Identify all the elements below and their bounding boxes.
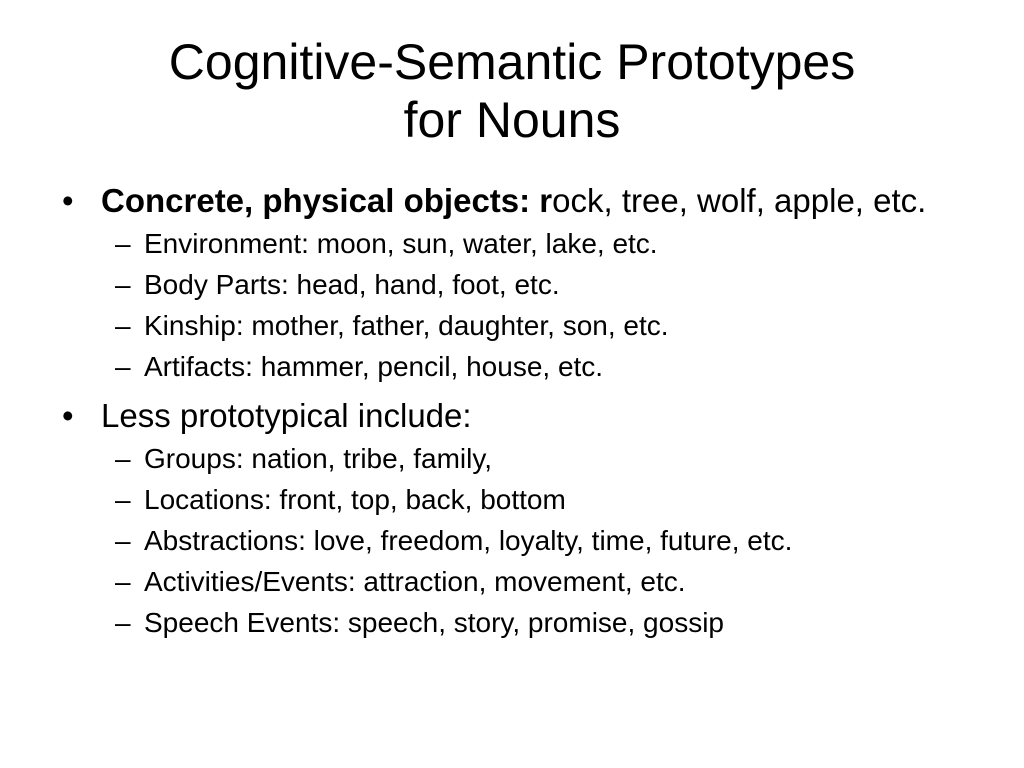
sub-item-text: Artifacts: hammer, pencil, house, etc. (144, 351, 604, 382)
bullet-less-prototypical (62, 397, 982, 434)
sub-item-text: Groups: nation, tribe, family, (144, 443, 493, 474)
sub-item-text: Kinship: mother, father, daughter, son, etc. (144, 310, 669, 341)
sub-item-text: Activities/Events: attraction, movement, etc. (144, 566, 686, 597)
sub-marker: – (115, 525, 131, 556)
bullet-lead: Concrete, physical objects: r (101, 182, 553, 219)
sub-item-text: Abstractions: love, freedom, loyalty, time, future, etc. (144, 525, 793, 556)
bullet-marker: • (62, 397, 74, 434)
sub-list-concrete (62, 228, 982, 383)
bullet-concrete-objects (62, 182, 982, 219)
sub-marker: – (115, 228, 131, 259)
sub-item (62, 351, 982, 383)
sub-item (62, 607, 982, 639)
sub-item (62, 310, 982, 342)
bullet-text: ock, tree, wolf, apple, etc. (552, 182, 927, 219)
title-line-1: Cognitive-Semantic Prototypes (168, 34, 856, 90)
bullet-list (62, 182, 982, 639)
title-line-2: for Nouns (403, 92, 621, 148)
sub-marker: – (115, 310, 131, 341)
sub-item (62, 269, 982, 301)
sub-item-text: Speech Events: speech, story, promise, gossip (144, 607, 724, 638)
sub-marker: – (115, 566, 131, 597)
sub-marker: – (115, 269, 131, 300)
sub-item (62, 484, 982, 516)
slide-title (0, 33, 1024, 149)
sub-item (62, 525, 982, 557)
bullet-marker: • (62, 182, 74, 219)
sub-item (62, 566, 982, 598)
bullet-text: Less prototypical include: (101, 397, 472, 434)
sub-item (62, 228, 982, 260)
sub-item-text: Body Parts: head, hand, foot, etc. (144, 269, 560, 300)
sub-marker: – (115, 351, 131, 382)
sub-list-less-prototypical (62, 443, 982, 639)
sub-item-text: Locations: front, top, back, bottom (144, 484, 566, 515)
sub-marker: – (115, 484, 131, 515)
sub-item (62, 443, 982, 475)
sub-marker: – (115, 443, 131, 474)
sub-marker: – (115, 607, 131, 638)
sub-item-text: Environment: moon, sun, water, lake, etc. (144, 228, 658, 259)
